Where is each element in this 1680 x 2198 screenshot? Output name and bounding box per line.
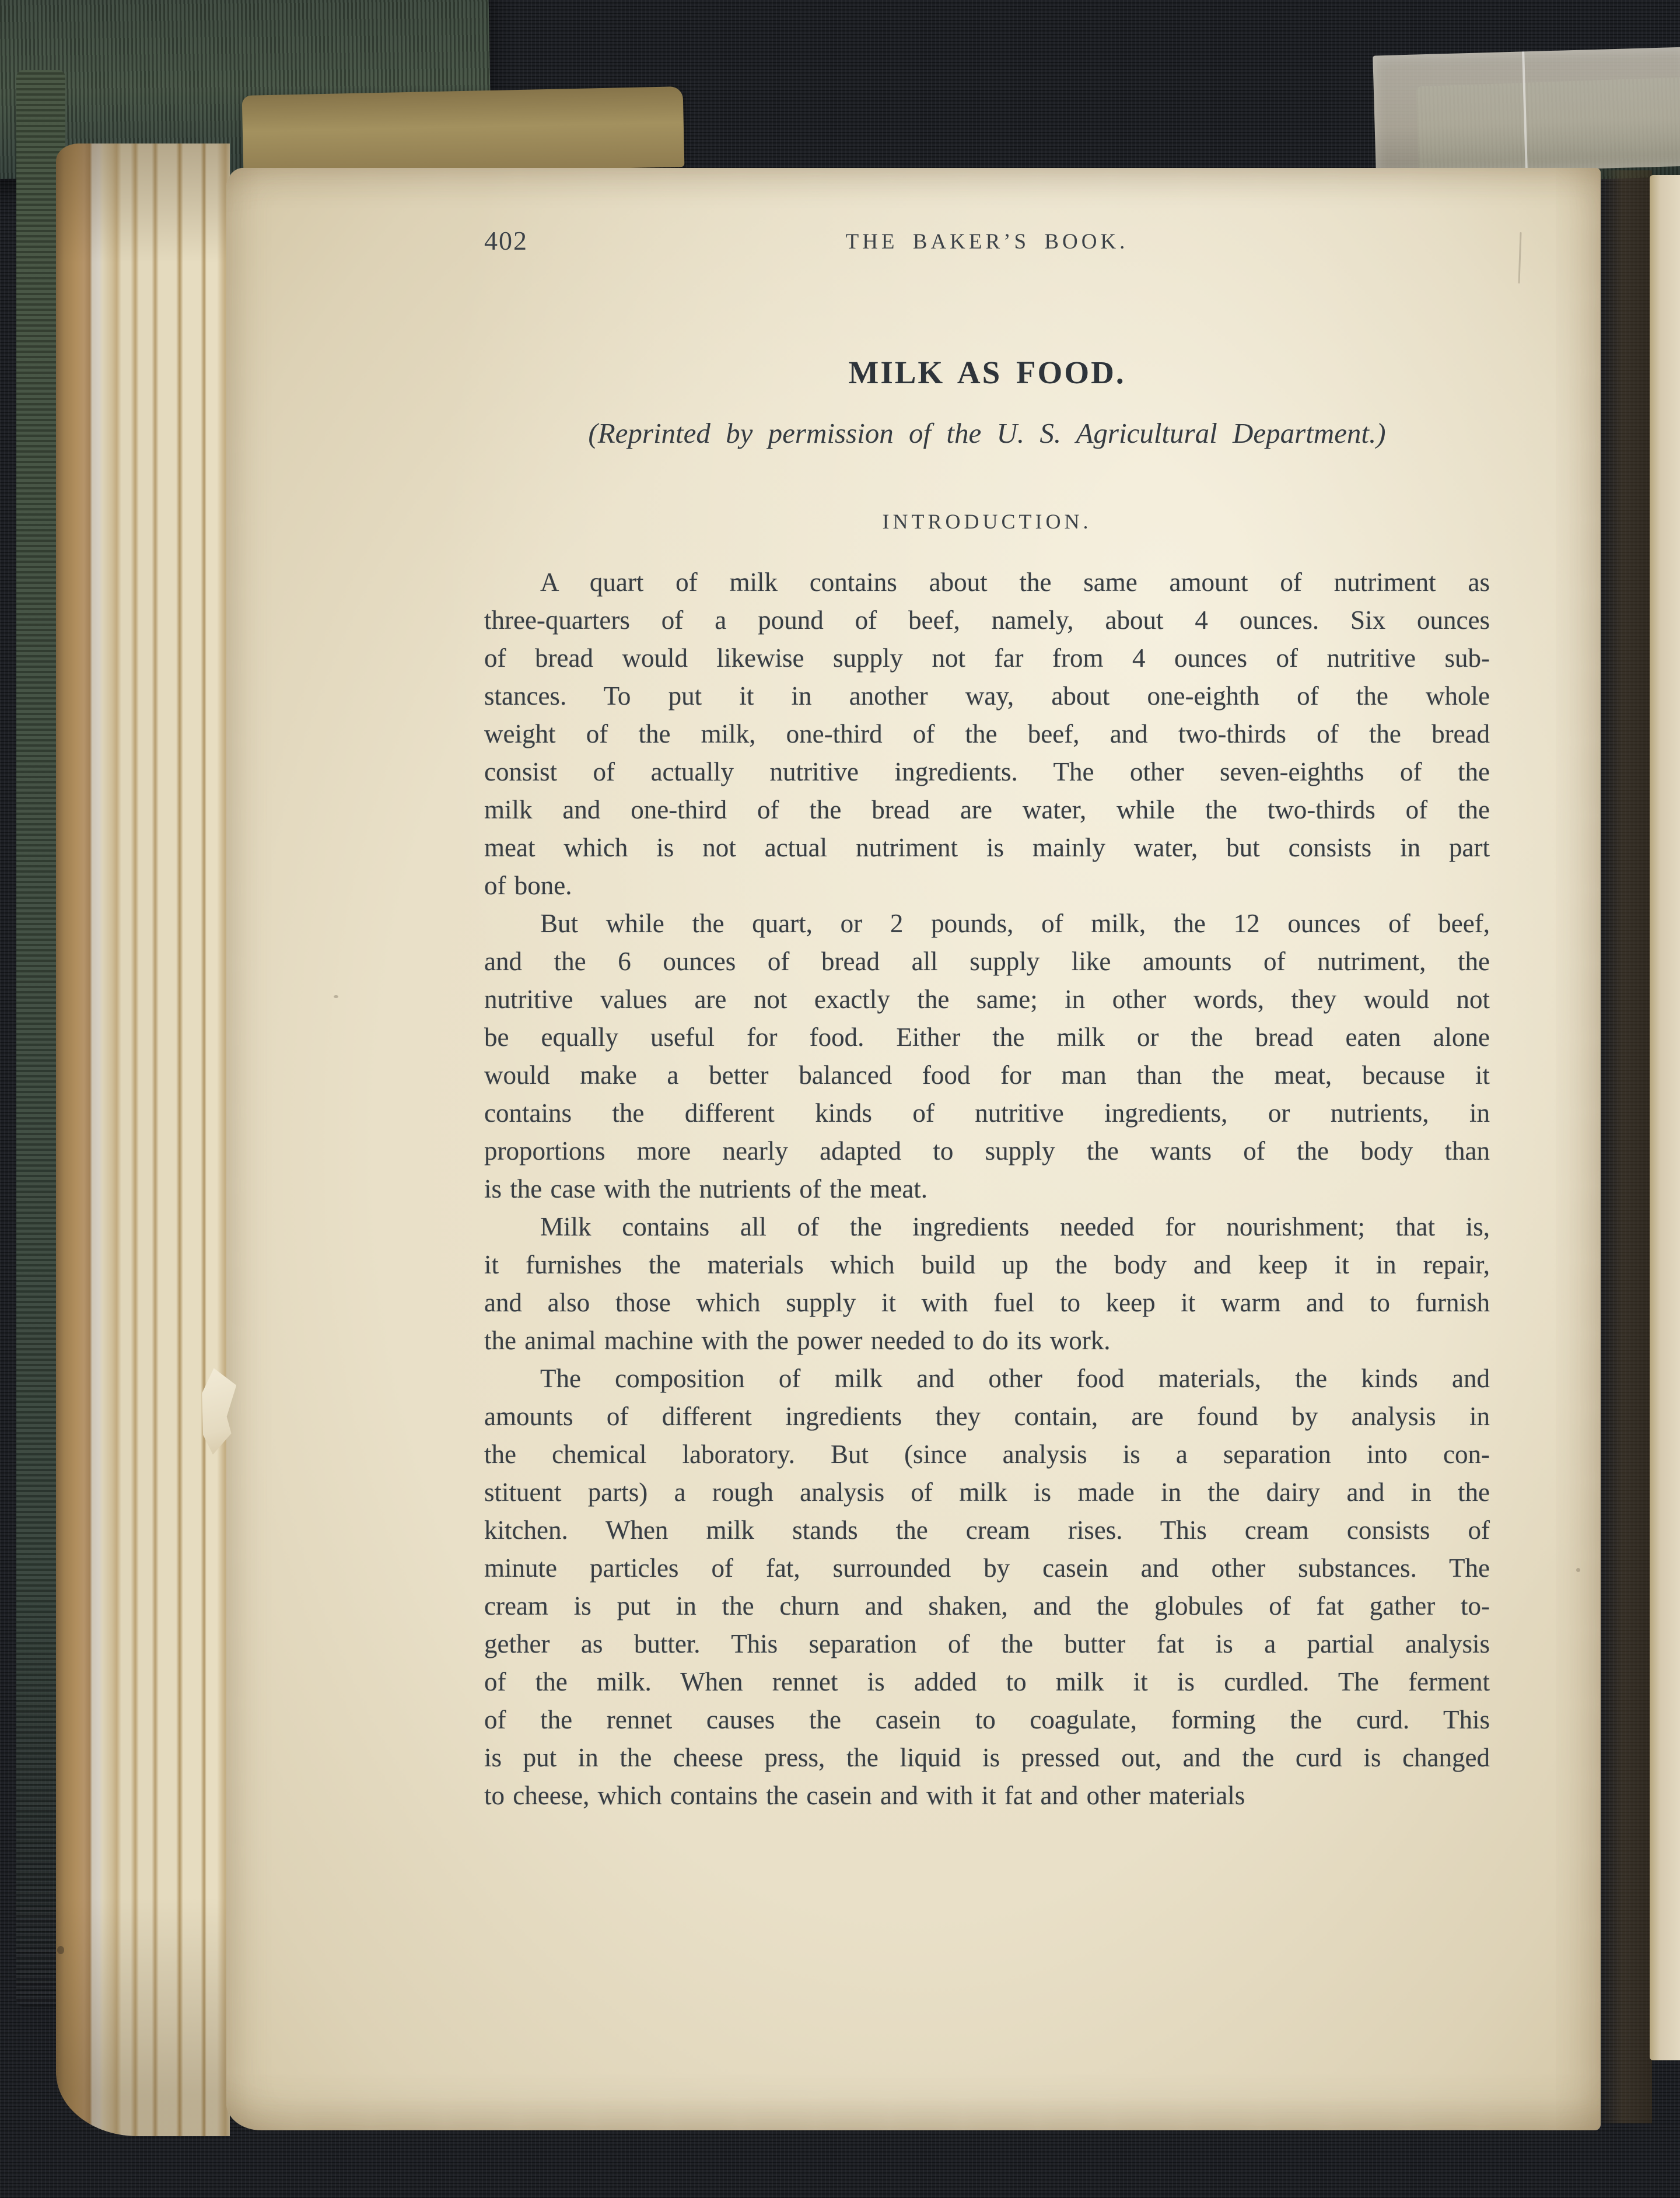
page-edge-stack: [56, 144, 230, 2136]
text-line: stances. To put it in another way, about one-eighth of the whole: [484, 681, 1490, 710]
book-block-top-edge: [242, 86, 685, 176]
section-heading: INTRODUCTION.: [882, 510, 1092, 533]
paper-speck: [334, 995, 338, 998]
gutter-shadow: [1598, 170, 1652, 2123]
body-text: [484, 564, 1490, 1815]
paragraph: [484, 1360, 1490, 1815]
text-line: cream is put in the churn and shaken, and the globules of fat gather to-: [484, 1591, 1490, 1620]
text-line: kitchen. When milk stands the cream rises. This cream consists of: [484, 1516, 1490, 1545]
text-line: of bone.: [484, 871, 572, 900]
text-line: stituent parts) a rough analysis of milk is made in the dairy and in the: [484, 1478, 1490, 1507]
text-line: The composition of milk and other food materials, the kinds and: [540, 1364, 1490, 1393]
text-line: meat which is not actual nutriment is mainly water, but consists in part: [484, 833, 1490, 862]
text-line: milk and one-third of the bread are water, while the two-thirds of the: [484, 795, 1490, 824]
text-line: three-quarters of a pound of beef, namely, about 4 ounces. Six ounces: [484, 606, 1490, 635]
text-line: contains the different kinds of nutritive ingredients, or nutrients, in: [484, 1098, 1490, 1128]
text-line: and the 6 ounces of bread all supply like amounts of nutriment, the: [484, 947, 1490, 976]
text-line: is put in the cheese press, the liquid is pressed out, and the curd is changed: [484, 1743, 1490, 1772]
paragraph: [484, 1208, 1490, 1360]
paragraph: [484, 564, 1490, 905]
text-line: to cheese, which contains the casein and with it fat and other materials: [484, 1781, 1245, 1810]
text-line: it furnishes the materials which build up the body and keep it in repair,: [484, 1250, 1490, 1279]
running-head: THE BAKER’S BOOK.: [845, 230, 1129, 254]
text-line: the chemical laboratory. But (since analysis is a separation into con-: [484, 1440, 1490, 1469]
text-line: be equally useful for food. Either the milk or the bread eaten alone: [484, 1023, 1490, 1052]
tape-fold-line: [1522, 51, 1528, 170]
text-line: of bread would likewise supply not far from 4 ounces of nutritive sub-: [484, 643, 1490, 673]
text-line: the animal machine with the power needed to do its work.: [484, 1326, 1111, 1355]
paragraph: [484, 905, 1490, 1208]
paper-speck: [1576, 1568, 1580, 1572]
page-number: 402: [484, 226, 528, 256]
book-page: [226, 168, 1601, 2130]
paper-speck: [57, 1946, 64, 1954]
text-line: A quart of milk contains about the same amount of nutriment as: [540, 568, 1490, 597]
text-line: gether as butter. This separation of the butter fat is a partial analysis: [484, 1629, 1490, 1658]
text-line: minute particles of fat, surrounded by casein and other substances. The: [484, 1553, 1490, 1583]
text-line: is the case with the nutrients of the meat.: [484, 1174, 928, 1203]
attribution-line: (Reprinted by permission of the U. S. Agricultural Department.): [588, 417, 1386, 449]
text-line: Milk contains all of the ingredients needed for nourishment; that is,: [540, 1212, 1490, 1241]
tape-patch: [1373, 47, 1680, 175]
text-line: of the rennet causes the casein to coagulate, forming the curd. This: [484, 1705, 1490, 1734]
text-line: But while the quart, or 2 pounds, of milk, the 12 ounces of beef,: [540, 909, 1490, 938]
text-line: amounts of different ingredients they contain, are found by analysis in: [484, 1402, 1490, 1431]
page-header: [484, 224, 1490, 258]
text-line: and also those which supply it with fuel to keep it warm and to furnish: [484, 1288, 1490, 1317]
article-title: MILK AS FOOD.: [848, 355, 1126, 390]
text-line: consist of actually nutritive ingredients. The other seven-eighths of the: [484, 757, 1490, 786]
facing-page-sliver: [1650, 175, 1680, 2060]
text-line: of the milk. When rennet is added to milk it is curdled. The ferment: [484, 1667, 1490, 1696]
text-line: nutritive values are not exactly the same; in other words, they would not: [484, 985, 1490, 1014]
text-line: weight of the milk, one-third of the beef, and two-thirds of the bread: [484, 719, 1490, 748]
text-line: proportions more nearly adapted to supply the wants of the body than: [484, 1136, 1490, 1166]
text-line: would make a better balanced food for man than the meat, because it: [484, 1060, 1490, 1090]
